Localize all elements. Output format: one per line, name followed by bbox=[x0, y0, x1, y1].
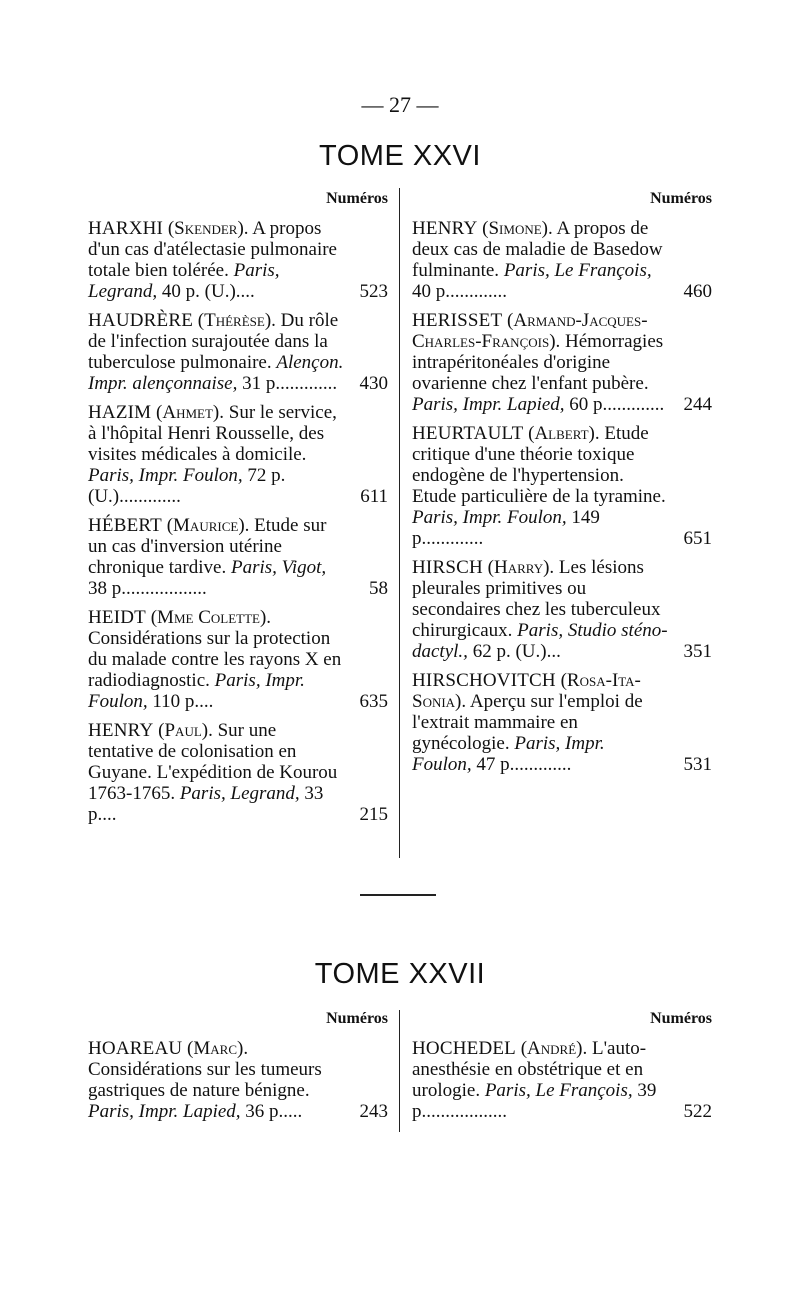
author-surname: HEURTAULT bbox=[412, 423, 524, 444]
author-surname: HEIDT bbox=[88, 607, 146, 628]
entry-text bbox=[412, 670, 668, 775]
thesis-title: Etude critique d'une théorie toxique endogène de l'hypertension. Etude particulière de la tyramine. bbox=[412, 423, 666, 507]
publisher: Paris, Impr. Foulon, bbox=[88, 465, 243, 486]
entry-text bbox=[88, 607, 344, 712]
entry-text bbox=[88, 720, 344, 825]
publisher: Paris, Impr. Foulon, bbox=[412, 507, 567, 528]
entry-number: 430 bbox=[359, 373, 388, 394]
thesis-title: Considérations sur les tumeurs gastriques de nature bénigne. bbox=[88, 1059, 322, 1101]
publisher: Paris, Legrand, bbox=[88, 260, 280, 302]
page-count: 40 p. (U.).... bbox=[161, 281, 255, 302]
entry-text bbox=[88, 310, 344, 394]
author-forename: (Mme Colette). bbox=[150, 607, 272, 628]
entry-text bbox=[88, 515, 344, 599]
author-forename: (Skender). bbox=[167, 218, 249, 239]
bibliography-entry bbox=[88, 515, 388, 599]
entry-text bbox=[412, 1038, 668, 1122]
bibliography-entry bbox=[88, 218, 388, 302]
page-count: 33 p.... bbox=[88, 783, 324, 825]
entry-number: 244 bbox=[683, 394, 712, 415]
entries-column-right bbox=[412, 1010, 712, 1130]
publisher: Alençon. Impr. alençonnaise, bbox=[88, 352, 344, 394]
author-surname: HAZIM bbox=[88, 402, 152, 423]
publisher: Paris, Impr. Foulon, bbox=[88, 670, 305, 712]
thesis-title: Considérations sur la protection du malade contre les rayons X en radiodiagnostic. bbox=[88, 628, 342, 691]
bibliography-entry bbox=[88, 310, 388, 394]
author-forename: (Albert). bbox=[528, 423, 600, 444]
author-surname: HOCHEDEL bbox=[412, 1038, 516, 1059]
page-count: 36 p..... bbox=[245, 1101, 303, 1122]
section-title-tome-xxvi: TOME XXVI bbox=[319, 140, 481, 172]
page-count: 40 p............. bbox=[412, 281, 507, 302]
column-header: Numéros bbox=[326, 190, 388, 207]
page-count: 39 p.................. bbox=[412, 1080, 657, 1122]
thesis-title: Du rôle de l'infection surajoutée dans la tuberculose pulmonaire. bbox=[88, 310, 339, 373]
author-forename: (Maurice). bbox=[166, 515, 250, 536]
author-forename: (Marc). bbox=[187, 1038, 249, 1059]
column-header: Numéros bbox=[650, 1010, 712, 1027]
publisher: Paris, Impr. Foulon, bbox=[412, 733, 605, 775]
publisher: Paris, Impr. Lapied, bbox=[412, 394, 565, 415]
bibliography-entry bbox=[88, 402, 388, 507]
author-surname: HENRY bbox=[412, 218, 478, 239]
entry-number: 635 bbox=[359, 691, 388, 712]
entry-number: 522 bbox=[683, 1101, 712, 1122]
author-forename: (Harry). bbox=[487, 557, 555, 578]
author-surname: HÉBERT bbox=[88, 515, 162, 536]
thesis-title: Hémorragies intrapéritonéales d'origine ovarienne chez l'enfant pubère. bbox=[412, 331, 664, 394]
entry-number: 460 bbox=[683, 281, 712, 302]
publisher: Paris, Le François, bbox=[484, 1080, 633, 1101]
author-surname: HIRSCH bbox=[412, 557, 483, 578]
bibliography-entry bbox=[412, 1038, 712, 1122]
entry-number: 351 bbox=[683, 641, 712, 662]
entries-column-left bbox=[88, 1010, 388, 1130]
entry-number: 611 bbox=[360, 486, 388, 507]
entry-number: 651 bbox=[683, 528, 712, 549]
entry-text bbox=[88, 218, 344, 302]
page-count: 38 p.................. bbox=[88, 578, 207, 599]
author-forename: (Thérèse). bbox=[197, 310, 276, 331]
thesis-title: A propos d'un cas d'atélectasie pulmonaire totale bien tolérée. bbox=[88, 218, 337, 281]
entry-text bbox=[412, 557, 668, 662]
column-divider bbox=[399, 188, 400, 858]
bibliography-entry bbox=[88, 607, 388, 712]
bibliography-entry bbox=[412, 670, 712, 775]
entry-text bbox=[412, 423, 668, 549]
entry-number: 58 bbox=[369, 578, 388, 599]
entry-text bbox=[412, 218, 668, 302]
author-surname: HERISSET bbox=[412, 310, 503, 331]
column-divider bbox=[399, 1010, 400, 1132]
entries-column-left bbox=[88, 190, 388, 833]
section-title-tome-xxvii: TOME XXVII bbox=[314, 958, 486, 990]
page-count: 110 p.... bbox=[152, 691, 214, 712]
entries-column-right bbox=[412, 190, 712, 783]
page-count: 60 p............. bbox=[569, 394, 665, 415]
page-count: 149 p............. bbox=[412, 507, 600, 549]
page-count: 62 p. (U.)... bbox=[472, 641, 561, 662]
page-count: 47 p............. bbox=[476, 754, 572, 775]
entry-number: 531 bbox=[683, 754, 712, 775]
bibliography-entry bbox=[412, 423, 712, 549]
bibliography-entry bbox=[412, 218, 712, 302]
bibliography-entry bbox=[88, 720, 388, 825]
bibliography-entry bbox=[412, 557, 712, 662]
author-forename: (André). bbox=[520, 1038, 588, 1059]
thesis-title: Les lésions pleurales primitives ou secondaires chez les tuberculeux chirurgicaux. bbox=[412, 557, 661, 641]
author-surname: HARXHI bbox=[88, 218, 164, 239]
author-forename: (Paul). bbox=[158, 720, 213, 741]
author-forename: (Rosa-Ita-Sonia). bbox=[412, 670, 641, 712]
entry-number: 523 bbox=[359, 281, 388, 302]
publisher: Paris, Le François, bbox=[503, 260, 652, 281]
thesis-title: Etude sur un cas d'inversion utérine chronique tardive. bbox=[88, 515, 327, 578]
publisher: Paris, Impr. Lapied, bbox=[88, 1101, 241, 1122]
author-forename: (Simone). bbox=[482, 218, 553, 239]
column-header: Numéros bbox=[326, 1010, 388, 1027]
author-forename: (Ahmet). bbox=[156, 402, 224, 423]
author-surname: HOAREAU bbox=[88, 1038, 183, 1059]
author-surname: HENRY bbox=[88, 720, 154, 741]
bibliography-entry bbox=[88, 1038, 388, 1122]
publisher: Paris, Legrand, bbox=[179, 783, 300, 804]
bibliography-entry bbox=[412, 310, 712, 415]
entry-text bbox=[88, 1038, 344, 1122]
author-surname: HAUDRÈRE bbox=[88, 310, 194, 331]
thesis-title: Sur une tentative de colonisation en Guyane. L'expédition de Kourou 1763-1765. bbox=[88, 720, 338, 804]
publisher: Paris, Studio sténo-dactyl., bbox=[412, 620, 668, 662]
entry-number: 243 bbox=[359, 1101, 388, 1122]
author-surname: HIRSCHOVITCH bbox=[412, 670, 556, 691]
entry-number: 215 bbox=[359, 804, 388, 825]
entry-text bbox=[88, 402, 344, 507]
section-divider bbox=[360, 894, 436, 896]
page-number: — 27 — bbox=[361, 92, 439, 117]
thesis-title: L'auto-anesthésie en obstétrique et en urologie. bbox=[412, 1038, 647, 1101]
entry-text bbox=[412, 310, 668, 415]
column-header: Numéros bbox=[650, 190, 712, 207]
page-count: 31 p............. bbox=[242, 373, 338, 394]
publisher: Paris, Vigot, bbox=[230, 557, 327, 578]
thesis-title: Aperçu sur l'emploi de l'extrait mammaire en gynécologie. bbox=[412, 691, 643, 754]
thesis-title: A propos de deux cas de maladie de Basedow fulminante. bbox=[412, 218, 663, 281]
page-count: 72 p. (U.)............. bbox=[88, 465, 286, 507]
thesis-title: Sur le service, à l'hôpital Henri Rousselle, des visites médicales à domicile. bbox=[88, 402, 337, 465]
author-forename: (Armand-Jacques-Charles-François). bbox=[412, 310, 648, 352]
